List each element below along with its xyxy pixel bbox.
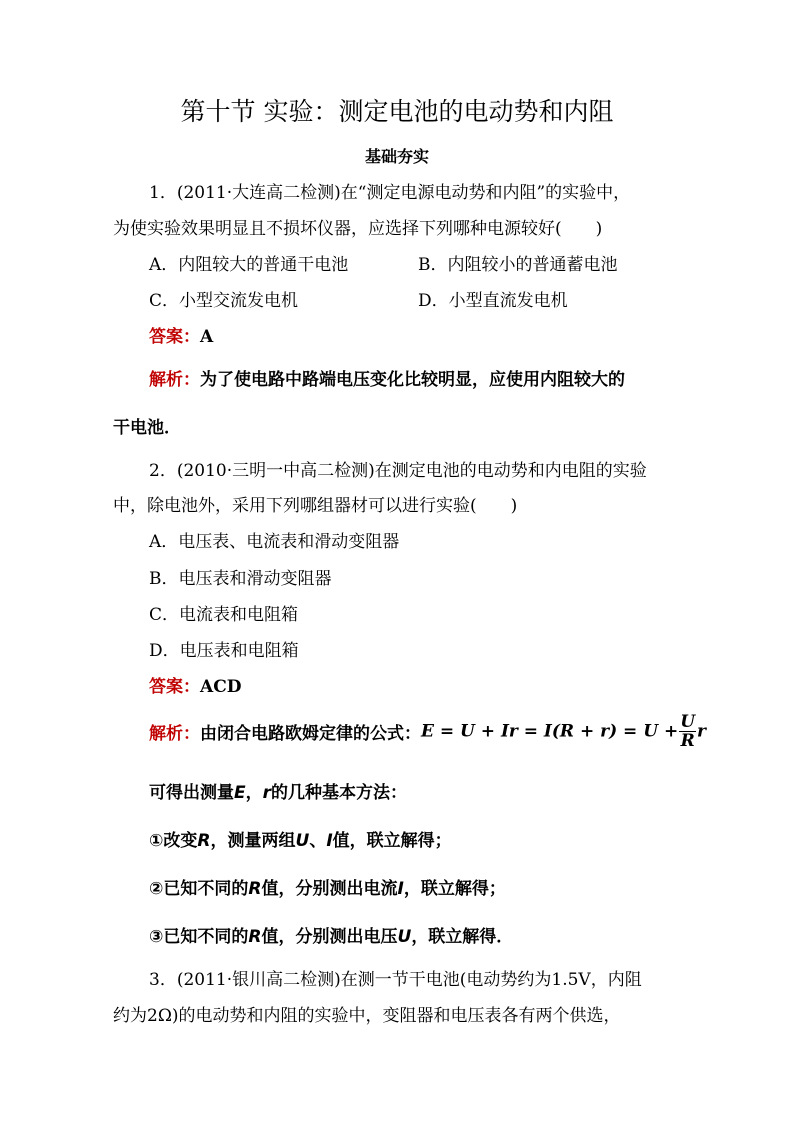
q2-answer-value: ACD — [200, 677, 242, 697]
q2-analysis-formula-row — [149, 713, 706, 757]
q2-option-d: D．电压表和电阻箱 — [149, 641, 299, 661]
q2-option-a: A．电压表、电流表和滑动变阻器 — [149, 532, 400, 552]
m3-var-r: R — [248, 927, 262, 947]
m1-text-a: ①改变 — [149, 831, 198, 851]
formula-tail: r — [697, 721, 707, 742]
m1-var-i: I — [326, 831, 333, 851]
q1-line2-text: 为使实验效果明显且不损坏仪器，应选择下列哪种电源较好( — [113, 219, 562, 239]
q1-line2 — [113, 217, 602, 241]
q2-line2 — [113, 494, 517, 518]
m2-text-c: ，联立解得； — [403, 879, 506, 899]
m1-var-u: U — [295, 831, 310, 851]
q3-line1: 3．(2011·银川高二检测)在测一节干电池(电动势约为1.5V，内阻 — [149, 970, 642, 990]
q2-analysis-text: 由闭合电路欧姆定律的公式： — [200, 724, 421, 744]
q1-option-a: A．内阻较大的普通干电池 — [149, 255, 349, 275]
comma: ， — [245, 783, 263, 803]
m1-sep: 、 — [309, 831, 327, 851]
section-subtitle: 基础夯实 — [364, 147, 429, 166]
q2-close-paren: ) — [510, 496, 518, 516]
q1-answer-label: 答案： — [149, 327, 200, 347]
m3-text-c: ，联立解得． — [411, 927, 514, 947]
var-r: r — [262, 783, 272, 803]
method-2 — [149, 877, 506, 901]
q2-methods-intro — [149, 781, 407, 805]
method-1 — [149, 829, 452, 853]
fraction-numerator: U — [680, 712, 696, 732]
q2-option-b: B．电压表和滑动变阻器 — [149, 569, 332, 589]
m1-text-c: 值，联立解得； — [332, 831, 452, 851]
q1-analysis-text: 为了使电路中路端电压变化比较明显，应使用内阻较大的 — [200, 370, 625, 390]
m2-text-b: 值，分别测出电流 — [261, 879, 398, 899]
q1-option-d: D．小型直流发电机 — [418, 291, 568, 311]
q1-option-b: B．内阻较小的普通蓄电池 — [418, 255, 618, 275]
q1-option-c: C．小型交流发电机 — [149, 291, 299, 311]
methods-intro-text: 可得出测量 — [149, 783, 234, 803]
q2-line1: 2．(2010·三明一中高二检测)在测定电池的电动势和内电阻的实验 — [149, 461, 647, 481]
q2-option-c: C．电流表和电阻箱 — [149, 605, 299, 625]
m2-var-r: R — [248, 879, 262, 899]
q1-analysis — [149, 368, 625, 392]
q1-analysis-line2: 干电池． — [113, 418, 181, 438]
q1-answer-value: A — [200, 327, 214, 347]
q1-close-paren: ) — [595, 219, 603, 239]
q2-answer — [149, 675, 241, 699]
fraction-denominator: R — [680, 731, 695, 751]
methods-intro-tail: 的几种基本方法： — [271, 783, 408, 803]
m1-text-b: ，测量两组 — [210, 831, 296, 851]
q1-analysis-label: 解析： — [149, 370, 200, 390]
q2-analysis-label: 解析： — [149, 724, 200, 744]
q1-line1: 1．(2011·大连高二检测)在“测定电源电动势和内阻”的实验中， — [149, 183, 631, 203]
q3-line2: 约为2Ω)的电动势和内阻的实验中，变阻器和电压表各有两个供选， — [113, 1006, 621, 1026]
m3-text-a: ③已知不同的 — [149, 927, 249, 947]
formula-fraction — [679, 713, 696, 750]
page-title: 第十节 实验：测定电池的电动势和内阻 — [180, 97, 614, 126]
ohm-formula: E = U + Ir = I(R + r) = U + — [421, 721, 679, 742]
m2-var-i: I — [397, 879, 404, 899]
m3-var-u: U — [397, 927, 412, 947]
q1-answer — [149, 325, 213, 349]
m3-text-b: 值，分别测出电压 — [261, 927, 398, 947]
m2-text-a: ②已知不同的 — [149, 879, 249, 899]
var-e: E — [234, 783, 246, 803]
q2-answer-label: 答案： — [149, 677, 200, 697]
method-3 — [149, 925, 513, 949]
m1-var-r: R — [197, 831, 211, 851]
q2-line2-text: 中，除电池外，采用下列哪组器材可以进行实验( — [113, 496, 477, 516]
